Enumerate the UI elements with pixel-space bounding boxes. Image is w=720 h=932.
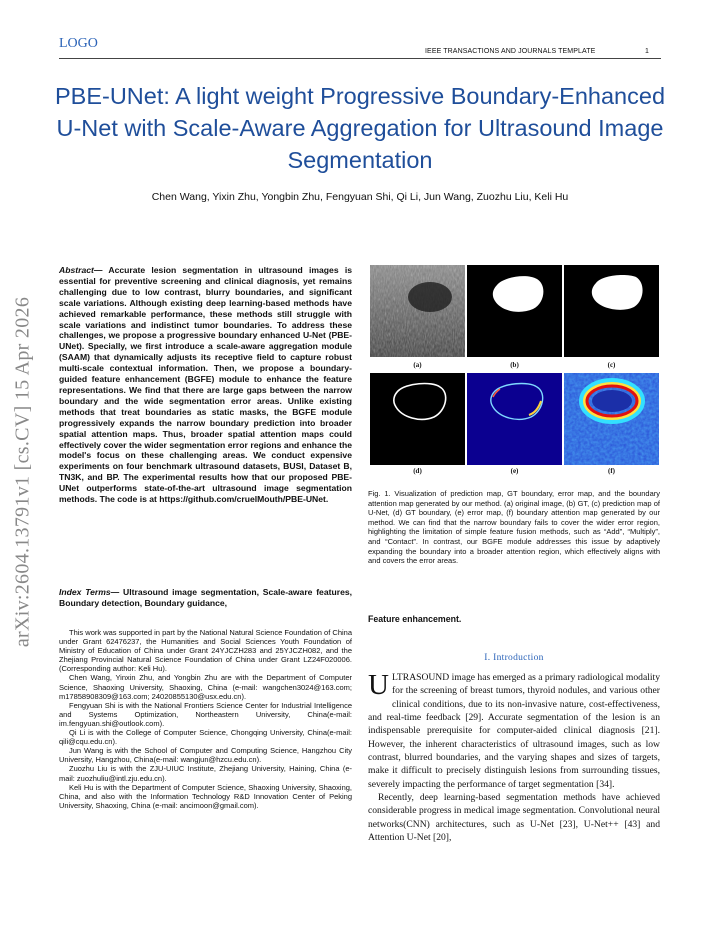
intro-paragraph-1	[368, 671, 660, 791]
footnotes	[59, 628, 352, 810]
section-heading: I. Introduction	[484, 653, 544, 663]
figure-caption: Fig. 1. Visualization of prediction map, GT boundary, error map, and the boundary attention map generated by our method. (a) original image, (b) GT, (c) prediction map of U-Net, (d) GT boundary, (e) error map, (f) boundary attention map generated by our method. We can find that the narrow boundary fails to cover the wider error region, highlighting the limitation of simple feature fusion methods, such as “Add”, “Multiply”, and “Contact”. In contrast, our BGFE module addresses this issue by adaptively expanding the boundary into a broader attention region, which effectively aligns with and covers the error areas.	[368, 489, 660, 566]
footnote-funding: This work was supported in part by the National Natural Science Foundation of China under Grant 62476237, the Humanities and Social Sciences Youth Foundation of Ministry of Education of China under Grant 24YJCZH283 and 25YJCZH082, and the Zhejiang Provincial Natural Science Foundation of China under Grant LZ24F020006. (Corresponding author: Keli Hu).	[59, 628, 352, 674]
figure-panel-error-map	[467, 373, 562, 465]
intro-paragraph-1-text: LTRASOUND image has emerged as a primary radiological modality for the screening of breast tumors, thyroid nodules, and various other clinical conditions, due to its non-invasive nature, cost-effectiveness, and real-time feedback [29]. Accurate segmentation of the lesion is an indispensable prerequisite for computer-aided clinical diagnosis [21]. However, the inherent characteristics of ultrasound images, such as low contrast, blurred boundaries, and the varying shapes and sizes of targets, make it difficult to precisely distinguish lesions from surrounding tissues, severely impacting the performance of target segmentation [34].	[368, 672, 660, 790]
figure-panel-prediction	[564, 265, 659, 357]
footnote-affiliation: Chen Wang, Yinxin Zhu, and Yongbin Zhu are with the Department of Computer Science, Shaoxing University, Shaoxing, China (e-mail: wangchen3024@163.com; m17858908309@163.com; 24020855130@usx.edu.cn).	[59, 673, 352, 701]
abstract-text: Accurate lesion segmentation in ultrasound images is essential for preventive screening and clinical diagnosis, yet remains challenging due to low contrast, blurry boundaries, and significant scale variations. Although existing deep learning-based methods have achieved remarkable performance, these methods still struggle with scale variations and indistinct tumor boundaries. To address these challenges, we propose a progressive boundary enhanced U-Net (PBE-UNet). Specially, we first introduce a scale-aware aggregation module (SAAM) that dynamically adjusts its receptive field to capture robust multi-scale contextual information. Then, we propose a boundary-guided feature enhancement (BGFE) module to enhance the feature representations. We find that there are large gaps between the narrow boundary and the wide segmentation error areas. Unlike existing methods that treat boundaries as static masks, the BGFE module progressively expands the narrow boundary prediction into broader spatial attention maps. Thus, broader spatial attention maps could effectively cover the wider segmentation error regions and enhance the model's focus on these challenging areas. We conduct expensive experiments on four benchmark ultrasound datasets, BUSI, Dataset B, TN3K, and BP. The experimental results how that our proposed PBE-UNet outperforms state-of-the-art ultrasound image segmentation methods. The code is at https://github.com/cruelMouth/PBE-UNet.	[59, 265, 352, 505]
abstract	[59, 265, 352, 505]
author-list: Chen Wang, Yixin Zhu, Yongbin Zhu, Fengyuan Shi, Qi Li, Jun Wang, Zuozhu Liu, Keli Hu	[151, 191, 569, 203]
drop-cap: U	[368, 669, 389, 701]
index-terms-text: Ultrasound image segmentation, Scale-aware features, Boundary detection, Boundary guidance,	[59, 587, 353, 608]
page-number: 1	[645, 48, 649, 55]
footnote-affiliation: Qi Li is with the College of Computer Science, Chongqing University, China(e-mail: qili@cqu.edu.cn).	[59, 728, 352, 747]
arxiv-stamp	[8, 262, 38, 682]
figure-panel-attention-map	[564, 373, 659, 465]
journal-logo: LOGO	[59, 36, 98, 51]
paper-title: PBE-UNet: A light weight Progressive Boundary-Enhanced U-Net with Scale-Aware Aggregation for Ultrasound Image Segmentation	[54, 83, 666, 173]
footnote-affiliation: Zuozhu Liu is with the ZJU-UIUC Institute, Zhejiang University, Haining, China (e-mail: zuozhuliu@intl.zju.edu.cn).	[59, 764, 352, 783]
footnote-affiliation: Jun Wang is with the School of Computer and Computing Science, Hangzhou City University, Hangzhou, China(e-mail: wangjun@hzcu.edu.cn).	[59, 746, 352, 765]
running-head: IEEE TRANSACTIONS AND JOURNALS TEMPLATE	[425, 48, 596, 55]
arxiv-stamp-text: arXiv:2604.13791v1 [cs.CV] 15 Apr 2026	[11, 296, 34, 648]
footnote-affiliation: Fengyuan Shi is with the National Frontiers Science Center for Industrial Intelligence and Systems Optimization, Northeastern University, China(e-mail: im.fengyuan.shi@outlook.com).	[59, 700, 352, 728]
intro-paragraph-2: Recently, deep learning-based segmentation methods have achieved considerable progress in medical image segmentation. Convolutional neural networks(CNN) architectures, such as U-Net [23], U-Net++ [43] and Attention U-Net [20],	[368, 792, 660, 844]
figure-panel-original-image	[370, 265, 465, 357]
abstract-label: Abstract—	[59, 265, 103, 275]
figure-panel-gt	[467, 265, 562, 357]
figure-1	[368, 265, 660, 475]
footnote-affiliation: Keli Hu is with the Department of Computer Science, Shaoxing University, Shaoxing, China, and also with the Information Technology R&D Innovation Center of Peking University, Shaoxing, China (e-mail: ancimoon@gmail.com).	[59, 782, 352, 810]
figure-label-e: (e)	[510, 467, 519, 475]
index-terms	[59, 587, 352, 609]
figure-label-a: (a)	[413, 361, 422, 369]
figure-label-c: (c)	[607, 361, 616, 369]
figure-panel-gt-boundary	[370, 373, 465, 465]
keyword-continuation: Feature enhancement.	[368, 614, 462, 624]
introduction-body	[368, 671, 660, 844]
figure-label-b: (b)	[510, 361, 519, 369]
index-terms-label: Index Terms—	[59, 587, 120, 597]
header-rule	[59, 58, 661, 59]
figure-label-d: (d)	[413, 467, 422, 475]
figure-label-f: (f)	[608, 467, 615, 475]
